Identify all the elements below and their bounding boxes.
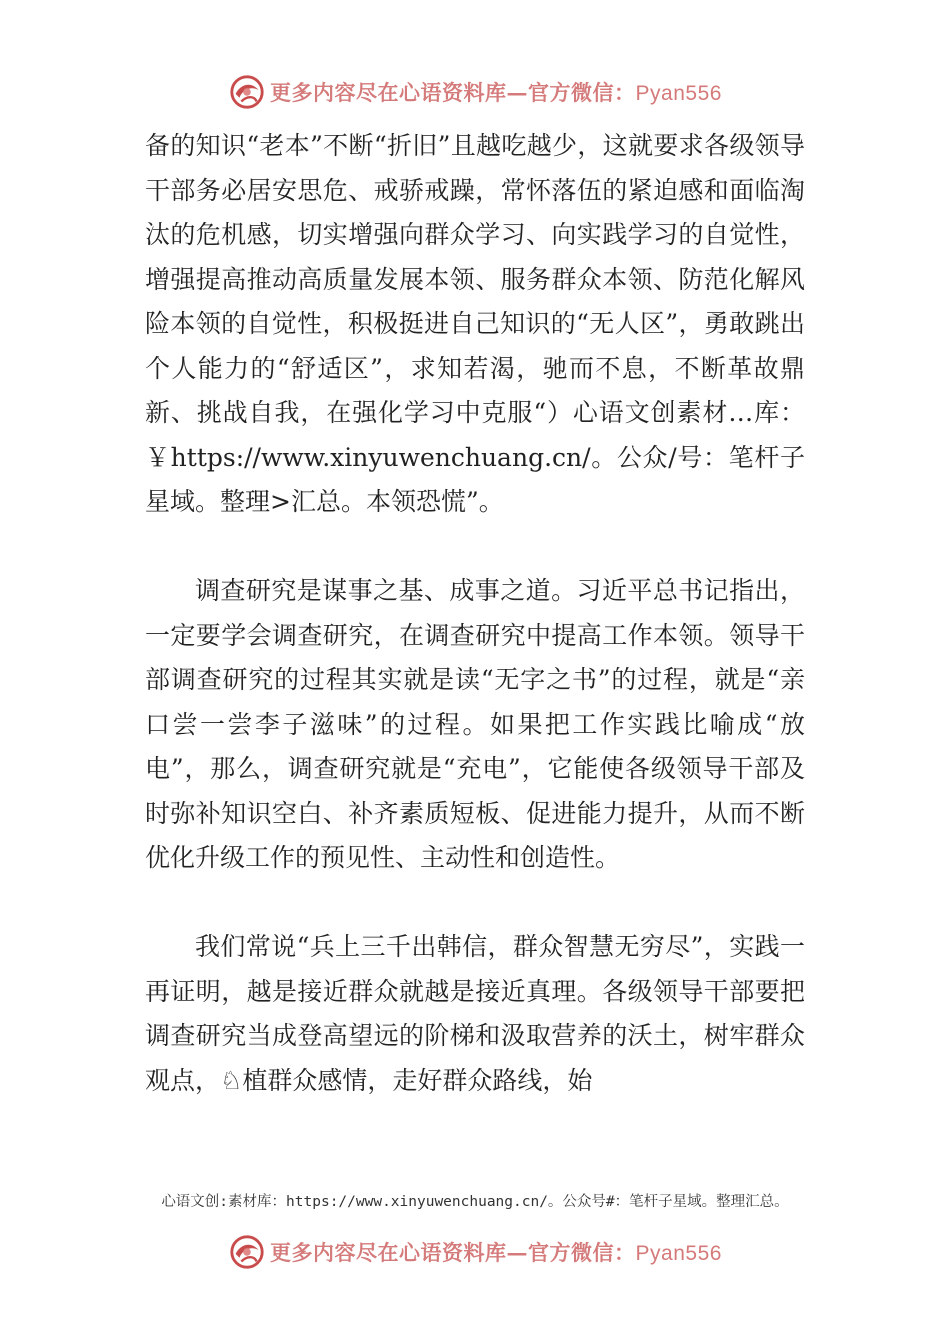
paragraph-1: 备的知识“老本”不断“折旧”且越吃越少，这就要求各级领导干部务必居安思危、戒骄戒躁，常怀落伍的紧迫感和面临淘汰的危机感，切实增强向群众学习、向实践学习的自觉性，增强提高推动高质量发展本领、服务群众本领、防范化解风险本领的自觉性，积极挺进自己知识的“无人区”，勇敢跳出个人能力的“舒适区”，求知若渴，驰而不息，不断革故鼎新、挑战自我，在强化学习中克服“）心语文创素材…库：￥https://www.xinyuwenchuang.cn/。公众/号：笔杆子星域。整理>汇总。本领恐慌”。 [145,131,805,516]
header-banner [0,72,950,112]
red-circle-swirl-icon [228,73,266,111]
paragraph-2: 调查研究是谋事之基、成事之道。习近平总书记指出，一定要学会调查研究，在调查研究中提高工作本领。领导干部调查研究的过程其实就是读“无字之书”的过程，就是“亲口尝一尝李子滋味”的过程。如果把工作实践比喻成“放电”，那么，调查研究就是“充电”，它能使各级领导干部及时弥补知识空白、补齐素质短板、促进能力提升，从而不断优化升级工作的预见性、主动性和创造性。 [145,576,805,872]
red-circle-swirl-icon [228,1233,266,1271]
footer-watermark: 心语文创:素材库：https://www.xinyuwenchuang.cn/。公众号#：笔杆子星域。整理汇总。 [161,1194,789,1210]
banner-text: 更多内容尽在心语资料库—官方微信：Pyan556 [270,80,722,105]
paragraph-3: 我们常说“兵上三千出韩信，群众智慧无穷尽”，实践一再证明，越是接近群众就越是接近真理。各级领导干部要把调查研究当成登高望远的阶梯和汲取营养的沃土，树牢群众观点，♘植群众感情，走好群众路线，始 [145,932,805,1095]
banner-text: 更多内容尽在心语资料库—官方微信：Pyan556 [270,1240,722,1265]
document-body [145,124,805,1103]
footer-banner [0,1232,950,1272]
